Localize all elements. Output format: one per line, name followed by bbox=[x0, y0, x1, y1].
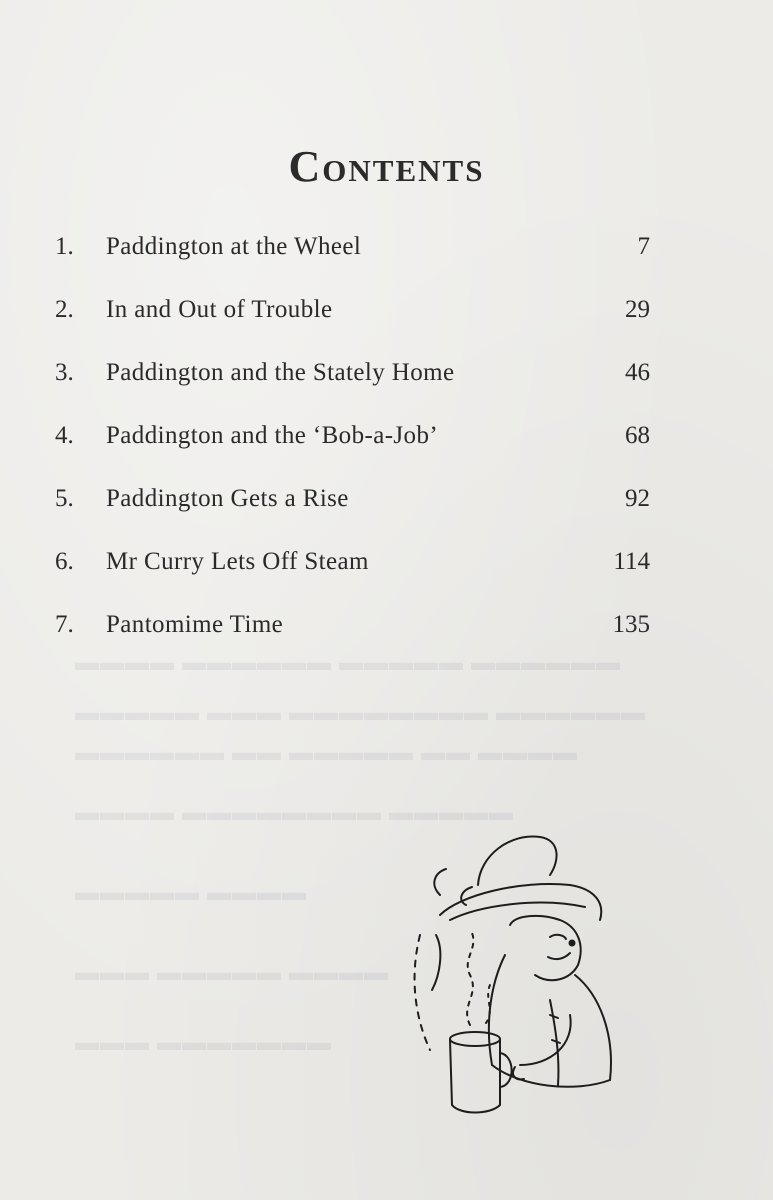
show-through-text: ▬▬▬▬ ▬▬▬▬▬▬ ▬▬▬▬▬ ▬▬▬▬▬▬ bbox=[75, 650, 621, 676]
page-number: 7 bbox=[637, 233, 650, 260]
show-through-text: ▬▬▬ ▬▬▬▬▬ ▬▬▬▬ bbox=[75, 960, 389, 986]
show-through-text: ▬▬▬▬ ▬▬▬▬▬▬▬▬ ▬▬▬▬▬ bbox=[75, 800, 514, 826]
chapter-title: Paddington and the Stately Home bbox=[106, 359, 455, 386]
toc-entry bbox=[55, 351, 650, 414]
page-number: 92 bbox=[625, 485, 650, 512]
chapter-title: Paddington at the Wheel bbox=[106, 233, 362, 260]
chapter-number: 3. bbox=[55, 359, 74, 386]
chapter-number: 2. bbox=[55, 296, 74, 323]
chapter-number: 4. bbox=[55, 422, 74, 449]
page-number: 68 bbox=[625, 422, 650, 449]
chapter-title: Mr Curry Lets Off Steam bbox=[106, 548, 369, 575]
page-number: 46 bbox=[625, 359, 650, 386]
chapter-title: Paddington Gets a Rise bbox=[106, 485, 349, 512]
show-through-text: ▬▬▬▬▬▬ ▬▬ ▬▬▬▬▬ ▬▬ ▬▬▬▬ bbox=[75, 740, 578, 766]
chapter-title: In and Out of Trouble bbox=[106, 296, 333, 323]
page-number: 135 bbox=[612, 611, 650, 638]
toc-entry bbox=[55, 414, 650, 477]
table-of-contents bbox=[55, 225, 650, 666]
toc-entry bbox=[55, 603, 650, 666]
chapter-number: 1. bbox=[55, 233, 74, 260]
page-number: 29 bbox=[625, 296, 650, 323]
page-number: 114 bbox=[613, 548, 650, 575]
toc-entry bbox=[55, 477, 650, 540]
chapter-title: Pantomime Time bbox=[106, 611, 284, 638]
chapter-title: Paddington and the ‘Bob-a-Job’ bbox=[106, 422, 439, 449]
page-title: Contents bbox=[288, 142, 485, 192]
bear-with-mug-illustration bbox=[400, 825, 640, 1125]
chapter-number: 6. bbox=[55, 548, 74, 575]
toc-entry bbox=[55, 225, 650, 288]
show-through-text: ▬▬▬▬▬ ▬▬▬ ▬▬▬▬▬▬▬▬ ▬▬▬▬▬▬ bbox=[75, 700, 646, 726]
toc-entry bbox=[55, 288, 650, 351]
show-through-text: ▬▬▬▬▬ ▬▬▬▬ bbox=[75, 880, 307, 906]
show-through-text: ▬▬▬ ▬▬▬▬▬▬▬ bbox=[75, 1030, 332, 1056]
toc-entry bbox=[55, 540, 650, 603]
chapter-number: 5. bbox=[55, 485, 74, 512]
chapter-number: 7. bbox=[55, 611, 74, 638]
